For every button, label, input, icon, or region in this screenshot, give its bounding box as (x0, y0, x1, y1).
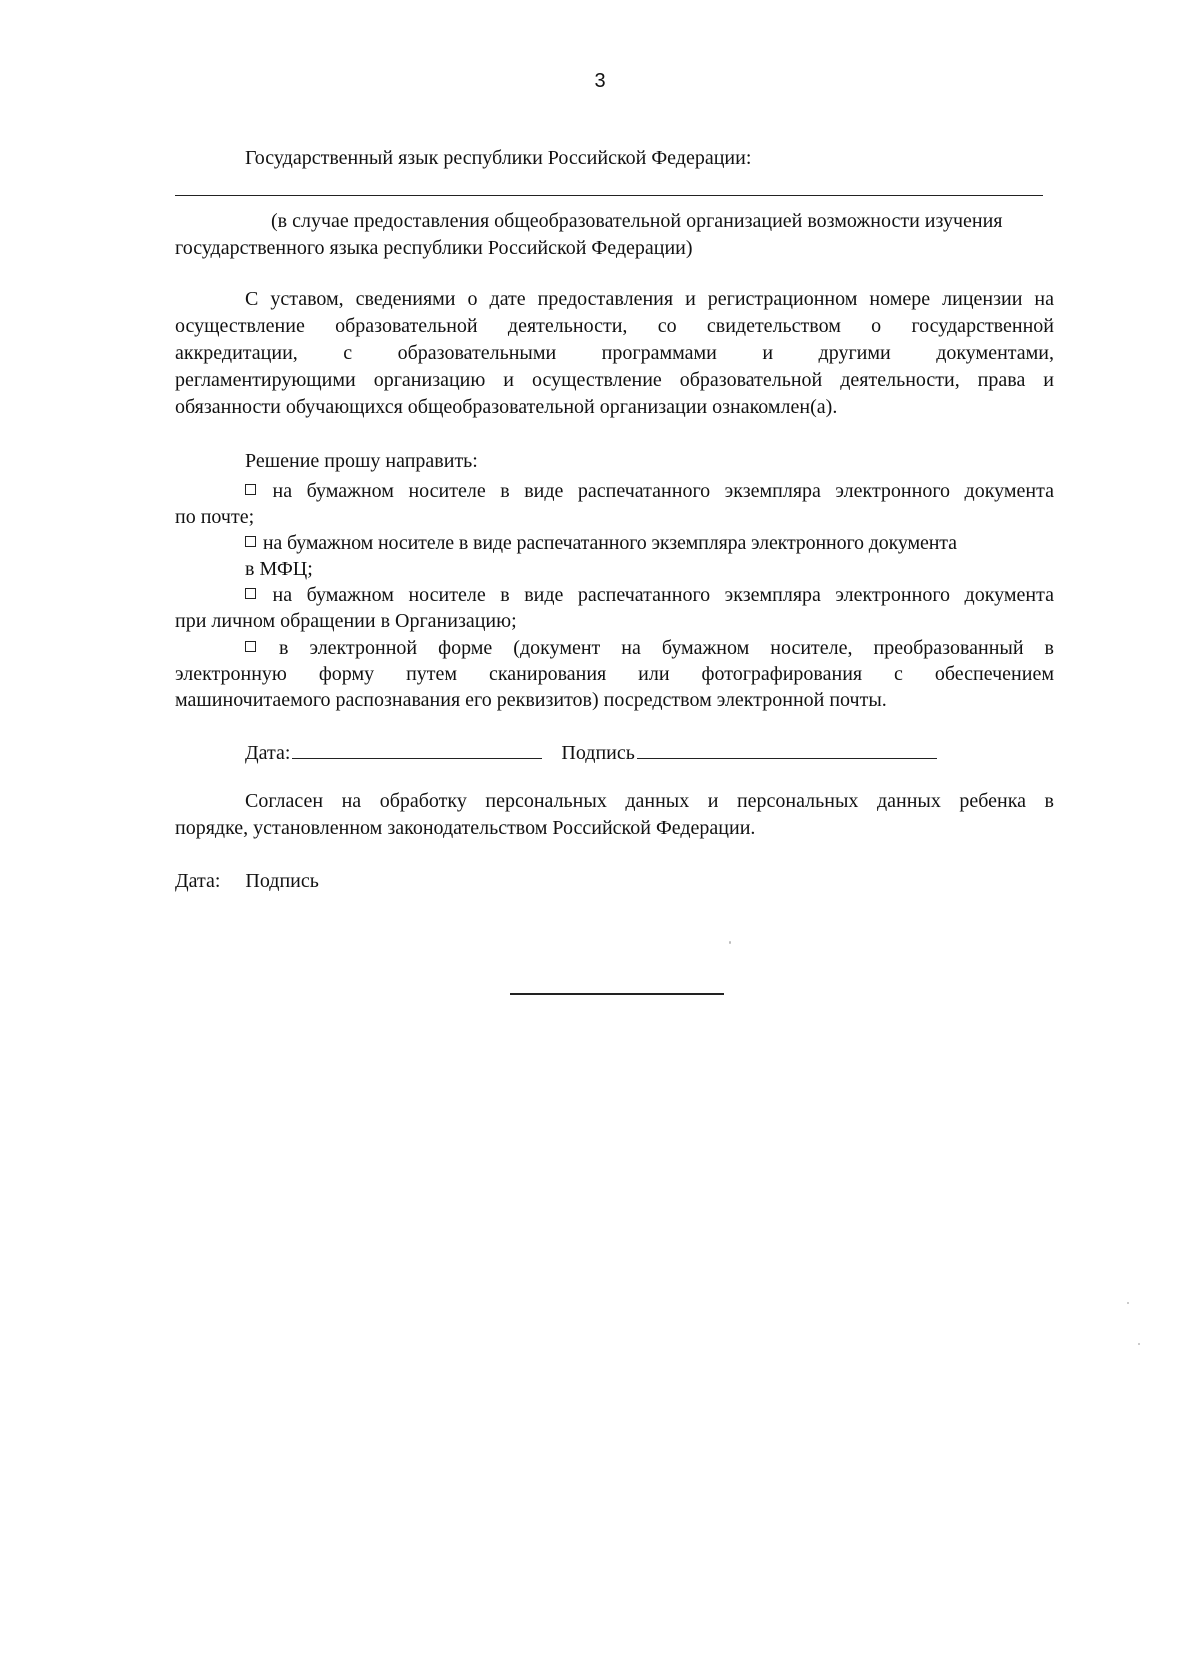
consent-line1: Согласен на обработку персональных данных и персональных данных ребенка в (245, 790, 1054, 812)
state-language-label: Государственный язык республики Российской Федерации: (245, 147, 752, 169)
acquaintance-line1: С уставом, сведениями о дате предоставления и регистрационном номере лицензии на (245, 288, 1054, 310)
state-language-note-line2: государственного языка республики Российской Федерации) (175, 237, 693, 259)
signature-row-1 (245, 738, 937, 765)
delivery-option-1-text: на бумажном носителе в виде распечатанного экземпляра электронного документа (272, 480, 1054, 502)
consent-line2: порядке, установленном законодательством Российской Федерации. (175, 817, 756, 839)
scan-speck (729, 941, 731, 944)
delivery-option-3-cont: при личном обращении в Организацию; (175, 610, 517, 632)
date-label-2: Дата: (175, 870, 221, 892)
delivery-option-4-text: в электронной форме (документ на бумажном носителе, преобразованный в (279, 637, 1054, 659)
date-label: Дата: (245, 742, 291, 764)
delivery-option-2-cont: в МФЦ; (245, 558, 313, 580)
delivery-option-4-cont1: электронную форму путем сканирования или фотографирования с обеспечением (175, 663, 1054, 685)
delivery-option-3[interactable] (245, 583, 1054, 607)
delivery-option-4[interactable] (245, 636, 1054, 660)
delivery-option-2-text: на бумажном носителе в виде распечатанного экземпляра электронного документа (262, 532, 957, 554)
page-number: 3 (594, 70, 606, 92)
signature-field[interactable] (637, 738, 937, 759)
delivery-option-2[interactable] (245, 531, 957, 555)
signature-row-2 (175, 869, 319, 893)
acquaintance-line2: осуществление образовательной деятельности, со свидетельством о государственной (175, 315, 1054, 337)
signature-label: Подпись (561, 742, 635, 764)
state-language-note-line1: (в случае предоставления общеобразовательной организацией возможности изучения (271, 210, 1003, 232)
signature-label-2: Подпись (245, 870, 319, 892)
delivery-option-3-text: на бумажном носителе в виде распечатанного экземпляра электронного документа (272, 584, 1054, 606)
delivery-option-1[interactable] (245, 479, 1054, 503)
state-language-fill-line (175, 195, 1043, 196)
scan-speck (1127, 1302, 1129, 1304)
acquaintance-line5: обязанности обучающихся общеобразовательной организации ознакомлен(а). (175, 396, 838, 418)
acquaintance-line4: регламентирующими организацию и осуществление образовательной деятельности, права и (175, 369, 1054, 391)
delivery-heading: Решение прошу направить: (245, 450, 478, 472)
delivery-option-1-cont: по почте; (175, 506, 255, 528)
checkbox-icon[interactable] (245, 588, 256, 599)
delivery-option-4-cont2: машиночитаемого распознавания его реквизитов) посредством электронной почты. (175, 689, 887, 711)
checkbox-icon[interactable] (245, 484, 256, 495)
date-field[interactable] (292, 738, 542, 759)
checkbox-icon[interactable] (245, 641, 256, 652)
checkbox-icon[interactable] (245, 536, 256, 547)
acquaintance-line3: аккредитации, с образовательными программами и другими документами, (175, 342, 1054, 364)
end-divider (510, 993, 724, 995)
scan-speck (1138, 1343, 1140, 1345)
